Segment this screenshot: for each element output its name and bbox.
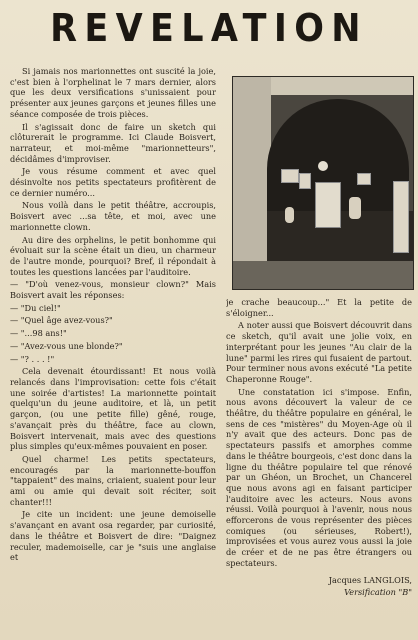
puppet-theatre-photo <box>232 76 414 290</box>
stage-panel <box>357 173 371 185</box>
left-column <box>10 66 216 638</box>
dialogue-line: — "Quel âge avez-vous?" <box>10 315 113 326</box>
author-name: Jacques LANGLOIS, <box>328 574 412 585</box>
stage-door <box>315 182 341 228</box>
dialogue-line: — "? . . . !" <box>10 353 55 364</box>
paragraph: Nous voilà dans le petit théâtre, accroupis, Boisvert avec ...sa tête, et moi, avec une marionnette clown. <box>10 200 216 232</box>
stage-lamp <box>318 161 328 171</box>
dialogue-line: — "Avez-vous une blonde?" <box>10 340 123 351</box>
right-column <box>226 297 412 637</box>
dialogue-line: — "D'où venez-vous, monsieur clown?" Mais Boisvert avait les réponses: <box>10 279 216 301</box>
paragraph: A noter aussi que Boisvert découvrit dans ce sketch, qu'il avait une jolie voix, en interprétant pour les jeunes "Au clair de la lune" parmi les rires qui fusaient de partout. Pour terminer nous avons exécuté "La petite Chaperonne Rouge". <box>226 320 412 384</box>
dialogue-line: — "Du ciel!" <box>10 302 61 313</box>
paragraph: Une constatation ici s'impose. Enfin, nous avons découvert la valeur de ce théâtre, du théâtre populaire en général, le sens de ces "mistères" du Moyen-Age où il n'y avait que des acteurs. Donc pas de spectateurs passifs et amorphes comme dans le théâtre bourgeois, c'est donc dans la ligne du théâtre populaire tel que rénové par un Ghéon, un Brochet, un Chancerel que nous avons agi en faisant participer l'auditoire avec les acteurs. Nous avons réussi. Voilà pourquoi à l'avenir, nous nous efforcerons de vous représenter des pièces comiques (ou sérieuses, Robert!), improvisées et vous aurez vous aussi la joie de créer et de ne pas être étrangers ou spectateurs. <box>226 386 412 568</box>
paragraph: Si jamais nos marionnettes ont suscité la joie, c'est bien à l'orphelinat le 7 mars dernier, alors que les deux versifications s'unissaient pour présenter aux jeunes garçons et jeunes filles une séance composée de trois pièces. <box>10 66 216 119</box>
stage-panel <box>299 173 311 189</box>
stage-panel <box>281 169 299 183</box>
paragraph: Cela devenait étourdissant! Et nous voilà relancés dans l'improvisation: cette fois c'était une soirée d'artistes! La marionnette pointait quelqu'un du jeune auditoire, et là, un petit garçon, (ou une petite fille) gêné, rouge, s'avançait près du théâtre, face au clown, Boisvert intervenait, mais avec des questions plus simples qu'eux-mêmes pouvaient en poser. <box>10 366 216 452</box>
paragraph: Je cite un incident: une jeune demoiselle s'avançant en avant osa regarder, par curiosité, dans le théâtre et Boisvert de dire: "Daignez reculer, mademoiselle, car je "suis une anglaise et <box>10 509 216 563</box>
author-role: Versification "B" <box>344 587 412 598</box>
paragraph: Au dire des orphelins, le petit bonhomme qui évoluait sur la scène était un dieu, un charmeur de l'autre monde, pourquoi? Bref, il répondait à toutes les questions lancées par l'auditoire. <box>10 234 216 277</box>
floor <box>233 261 413 289</box>
paragraph: Je vous résume comment et avec quel désinvolte nos petits spectateurs profitèrent de ce dernier numéro... <box>10 166 216 198</box>
paragraph: Il s'agissait donc de faire un sketch qui clôturerait le programme. Ici Claude Boisvert, narrateur, et moi-même "marionnetteurs", décidâmes d'improviser. <box>10 121 216 164</box>
paragraph: Quel charme! Les petits spectateurs, encouragés par la marionnette-bouffon "tappaient" des mains, criaient, suaient pour leur ami ou amie qui devait soit réciter, soit chanter!!! <box>10 453 216 507</box>
puppet-figure <box>285 207 294 223</box>
dialogue-line: — "...98 ans!" <box>10 328 67 339</box>
paragraph: je crache beaucoup..." Et la petite de s'éloigner... <box>226 297 412 318</box>
article-title: REVELATION <box>50 6 368 50</box>
side-panel <box>393 181 409 253</box>
puppet-figure <box>349 197 361 219</box>
